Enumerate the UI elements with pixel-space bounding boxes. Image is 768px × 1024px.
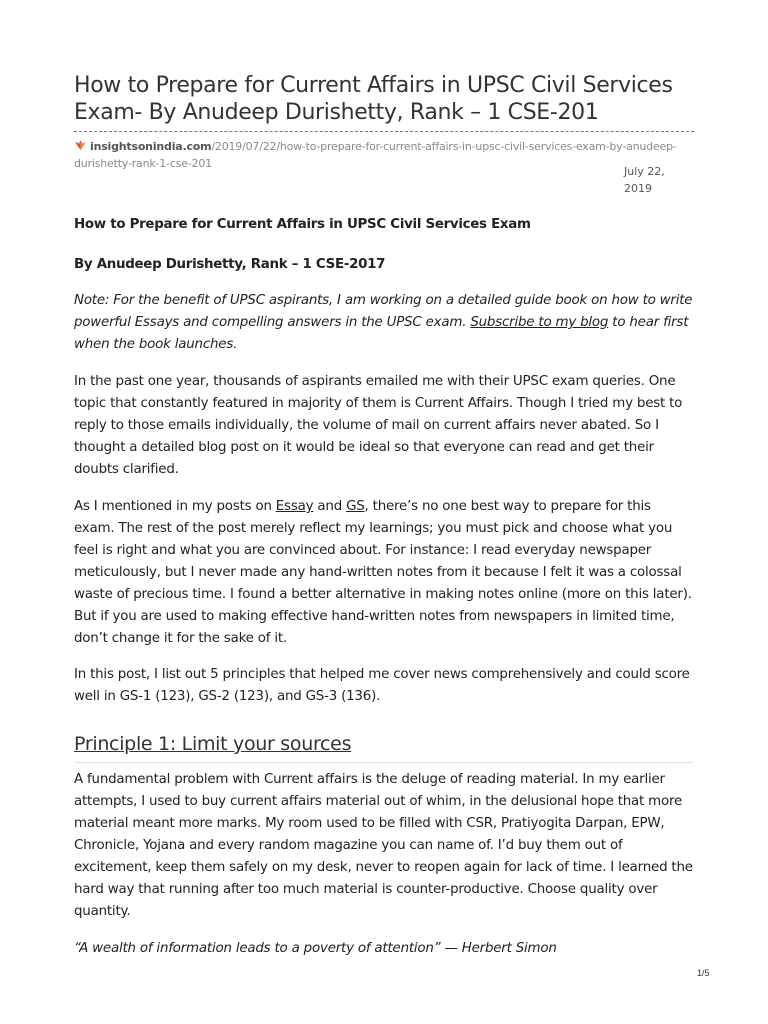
- insights-logo-icon: [74, 140, 87, 151]
- note-text-2: to hear first when the book launches.: [74, 315, 689, 352]
- approach-text-3: , there’s no one best way to prepare for this exam. The rest of the post merely reflect my learnings; you must pick and choose what you feel is right and what you are convinced about. For instance: I read everyday newspaper meticulously, but I never made any hand-written notes from it because I felt it was a colossal waste of precious time. I found a better alternative in making notes online (more on this later). But if you are used to making effective hand-written notes from newspapers in limited time, don’t change it for the sake of it.: [74, 499, 692, 646]
- subscribe-link[interactable]: Subscribe to my blog: [470, 315, 609, 330]
- article-subtitle: How to Prepare for Current Affairs in UPSC Civil Services Exam: [74, 217, 531, 232]
- source-path: /2019/07/22/how-to-prepare-for-current-affairs-in-upsc-civil-services-exam-by-anudeep-durishetty-rank-1-cse-201: [74, 140, 677, 170]
- title-divider: [74, 131, 694, 132]
- post-date: [624, 163, 684, 197]
- approach-paragraph: [74, 496, 694, 650]
- approach-text-1: As I mentioned in my posts on: [74, 499, 276, 514]
- essay-link[interactable]: Essay: [275, 499, 314, 514]
- principle-1-paragraph: A fundamental problem with Current affairs is the deluge of reading material. In my earlier attempts, I used to buy current affairs material out of whim, in the delusional hope that more material meant more marks. My room used to be filled with CSR, Pratiyogita Darpan, EPW, Chronicle, Yojana and every random magazine you can name of. I’d buy them out of excitement, keep them safely on my desk, never to reopen again for lack of time. I learned the hard way that running after too much material is counter-productive. Choose quality over quantity.: [74, 772, 693, 919]
- approach-text-2: and: [313, 499, 347, 514]
- intro-paragraph: In the past one year, thousands of aspirants emailed me with their UPSC exam queries. One topic that constantly featured in majority of them is Current Affairs. Though I tried my best to reply to those emails individually, the volume of mail on current affairs never abated. So I thought a detailed blog post on it would be ideal so that everyone can read and get their doubts clarified.: [74, 374, 683, 477]
- principles-intro-paragraph: In this post, I list out 5 principles that helped me cover news comprehensively and could score well in GS-1 (123), GS-2 (123), and GS-3 (136).: [74, 667, 690, 704]
- page-title: How to Prepare for Current Affairs in UPSC Civil Services Exam- By Anudeep Durishetty, Rank – 1 CSE-201: [74, 73, 673, 125]
- section-heading-principle-1: Principle 1: Limit your sources: [74, 733, 352, 755]
- byline: By Anudeep Durishetty, Rank – 1 CSE-2017: [74, 257, 386, 272]
- page-number: 1/5: [697, 968, 710, 978]
- note-paragraph: [74, 290, 694, 356]
- source-domain: insightsonindia.com: [90, 140, 212, 153]
- note-text-1: Note: For the benefit of UPSC aspirants, I am working on a detailed guide book on how to write powerful Essays and compelling answers in the UPSC exam.: [74, 293, 693, 330]
- source-url[interactable]: [74, 138, 694, 172]
- section-divider: [74, 762, 694, 763]
- post-date-line1: July 22,: [624, 165, 665, 178]
- quote: “A wealth of information leads to a poverty of attention” — Herbert Simon: [74, 941, 557, 956]
- post-date-line2: 2019: [624, 182, 652, 195]
- gs-link[interactable]: GS: [346, 499, 365, 514]
